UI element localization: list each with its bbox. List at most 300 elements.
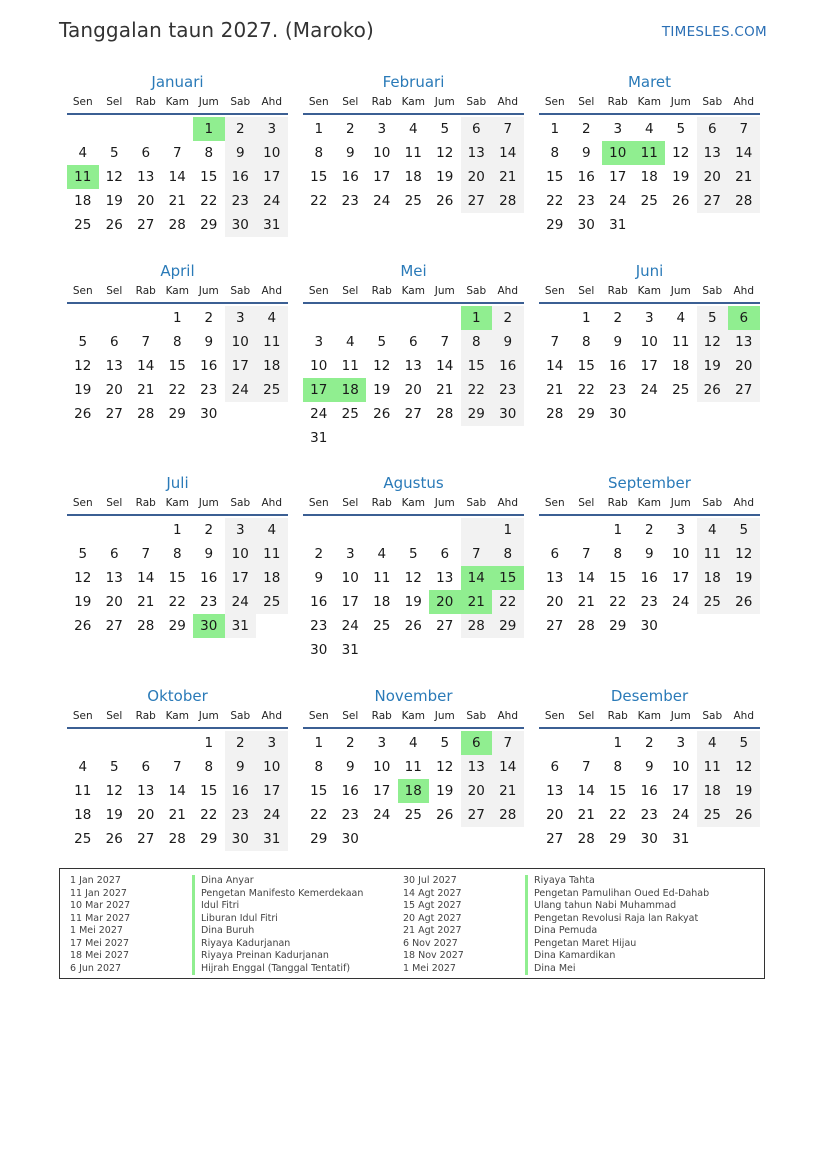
calendar-day[interactable]: 14 [492, 141, 524, 165]
calendar-day[interactable]: 22 [609, 807, 627, 823]
calendar-day[interactable]: 31 [341, 642, 359, 658]
calendar-day[interactable]: 5 [408, 546, 418, 562]
calendar-day[interactable]: 5 [697, 306, 729, 330]
calendar-day[interactable]: 13 [461, 755, 493, 779]
calendar-day[interactable]: 19 [728, 779, 760, 803]
calendar-day[interactable]: 20 [728, 354, 760, 378]
calendar-day[interactable]: 31 [256, 827, 288, 851]
calendar-day[interactable]: 26 [436, 807, 454, 823]
calendar-day[interactable]: 3 [345, 546, 355, 562]
calendar-day[interactable]: 24 [373, 193, 391, 209]
calendar-day[interactable]: 17 [640, 358, 658, 374]
calendar-day[interactable]: 26 [728, 590, 760, 614]
calendar-day[interactable]: 2 [225, 117, 257, 141]
calendar-day[interactable]: 29 [168, 618, 186, 634]
calendar-day[interactable]: 23 [225, 189, 257, 213]
calendar-day[interactable]: 23 [577, 193, 595, 209]
calendar-day[interactable]: 17 [672, 783, 690, 799]
holiday-day[interactable]: 1 [193, 117, 225, 141]
calendar-day[interactable]: 7 [440, 334, 450, 350]
holiday-day[interactable]: 6 [728, 306, 760, 330]
calendar-day[interactable]: 18 [697, 566, 729, 590]
calendar-day[interactable]: 11 [256, 542, 288, 566]
calendar-day[interactable]: 16 [341, 169, 359, 185]
calendar-day[interactable]: 28 [492, 189, 524, 213]
calendar-day[interactable]: 25 [256, 378, 288, 402]
holiday-day[interactable]: 6 [461, 731, 493, 755]
calendar-day[interactable]: 3 [225, 306, 257, 330]
calendar-day[interactable]: 17 [225, 566, 257, 590]
calendar-day[interactable]: 16 [341, 783, 359, 799]
calendar-day[interactable]: 21 [728, 165, 760, 189]
calendar-day[interactable]: 6 [550, 759, 560, 775]
calendar-day[interactable]: 26 [74, 618, 92, 634]
calendar-day[interactable]: 29 [492, 614, 524, 638]
calendar-day[interactable]: 21 [492, 165, 524, 189]
calendar-day[interactable]: 11 [404, 145, 422, 161]
calendar-day[interactable]: 18 [256, 354, 288, 378]
calendar-day[interactable]: 18 [373, 594, 391, 610]
calendar-day[interactable]: 21 [492, 779, 524, 803]
calendar-day[interactable]: 10 [373, 145, 391, 161]
calendar-day[interactable]: 2 [644, 522, 654, 538]
calendar-day[interactable]: 8 [550, 145, 560, 161]
calendar-day[interactable]: 20 [105, 594, 123, 610]
calendar-day[interactable]: 15 [200, 783, 218, 799]
calendar-day[interactable]: 5 [440, 121, 450, 137]
calendar-day[interactable]: 27 [404, 406, 422, 422]
calendar-day[interactable]: 8 [314, 759, 324, 775]
calendar-day[interactable]: 5 [728, 731, 760, 755]
calendar-day[interactable]: 23 [640, 594, 658, 610]
calendar-day[interactable]: 21 [546, 382, 564, 398]
calendar-day[interactable]: 16 [200, 570, 218, 586]
calendar-day[interactable]: 21 [577, 807, 595, 823]
calendar-day[interactable]: 10 [341, 570, 359, 586]
calendar-day[interactable]: 9 [225, 755, 257, 779]
calendar-day[interactable]: 14 [492, 755, 524, 779]
calendar-day[interactable]: 9 [345, 145, 355, 161]
calendar-day[interactable]: 5 [78, 334, 88, 350]
calendar-day[interactable]: 4 [256, 306, 288, 330]
calendar-day[interactable]: 4 [408, 735, 418, 751]
calendar-day[interactable]: 14 [137, 570, 155, 586]
calendar-day[interactable]: 16 [492, 354, 524, 378]
calendar-day[interactable]: 27 [546, 831, 564, 847]
calendar-day[interactable]: 11 [404, 759, 422, 775]
calendar-day[interactable]: 22 [310, 807, 328, 823]
calendar-day[interactable]: 2 [644, 735, 654, 751]
calendar-day[interactable]: 4 [78, 759, 88, 775]
calendar-day[interactable]: 26 [404, 618, 422, 634]
calendar-day[interactable]: 4 [408, 121, 418, 137]
calendar-day[interactable]: 10 [310, 358, 328, 374]
calendar-day[interactable]: 6 [408, 334, 418, 350]
calendar-day[interactable]: 19 [697, 354, 729, 378]
calendar-day[interactable]: 9 [581, 145, 591, 161]
calendar-day[interactable]: 16 [225, 165, 257, 189]
calendar-day[interactable]: 23 [200, 594, 218, 610]
calendar-day[interactable]: 25 [697, 803, 729, 827]
calendar-day[interactable]: 18 [697, 779, 729, 803]
calendar-day[interactable]: 13 [436, 570, 454, 586]
calendar-day[interactable]: 3 [613, 121, 623, 137]
calendar-day[interactable]: 5 [78, 546, 88, 562]
calendar-day[interactable]: 29 [461, 402, 493, 426]
calendar-day[interactable]: 3 [377, 121, 387, 137]
calendar-day[interactable]: 25 [672, 382, 690, 398]
calendar-day[interactable]: 30 [225, 213, 257, 237]
calendar-day[interactable]: 27 [137, 831, 155, 847]
calendar-day[interactable]: 30 [341, 831, 359, 847]
calendar-day[interactable]: 26 [105, 831, 123, 847]
calendar-day[interactable]: 1 [581, 310, 591, 326]
calendar-day[interactable]: 29 [546, 217, 564, 233]
calendar-day[interactable]: 18 [404, 169, 422, 185]
calendar-day[interactable]: 3 [377, 735, 387, 751]
calendar-day[interactable]: 27 [461, 189, 493, 213]
calendar-day[interactable]: 11 [697, 542, 729, 566]
calendar-day[interactable]: 8 [613, 759, 623, 775]
calendar-day[interactable]: 3 [256, 731, 288, 755]
calendar-day[interactable]: 24 [672, 594, 690, 610]
calendar-day[interactable]: 29 [200, 831, 218, 847]
calendar-day[interactable]: 23 [200, 382, 218, 398]
calendar-day[interactable]: 16 [200, 358, 218, 374]
calendar-day[interactable]: 7 [492, 117, 524, 141]
calendar-day[interactable]: 27 [137, 217, 155, 233]
holiday-day[interactable]: 11 [67, 165, 99, 189]
calendar-day[interactable]: 16 [640, 783, 658, 799]
calendar-day[interactable]: 14 [168, 783, 186, 799]
calendar-day[interactable]: 3 [314, 334, 324, 350]
calendar-day[interactable]: 13 [105, 570, 123, 586]
calendar-day[interactable]: 13 [404, 358, 422, 374]
holiday-day[interactable]: 1 [461, 306, 493, 330]
calendar-day[interactable]: 19 [728, 566, 760, 590]
calendar-day[interactable]: 2 [345, 121, 355, 137]
calendar-day[interactable]: 20 [404, 382, 422, 398]
holiday-day[interactable]: 14 [461, 566, 493, 590]
calendar-day[interactable]: 13 [461, 141, 493, 165]
calendar-day[interactable]: 3 [225, 518, 257, 542]
calendar-day[interactable]: 19 [436, 783, 454, 799]
calendar-day[interactable]: 17 [672, 570, 690, 586]
calendar-day[interactable]: 6 [109, 334, 119, 350]
calendar-day[interactable]: 22 [461, 378, 493, 402]
calendar-day[interactable]: 8 [204, 759, 214, 775]
calendar-day[interactable]: 18 [672, 358, 690, 374]
calendar-day[interactable]: 16 [310, 594, 328, 610]
calendar-day[interactable]: 5 [676, 121, 686, 137]
calendar-day[interactable]: 12 [436, 759, 454, 775]
calendar-day[interactable]: 26 [728, 803, 760, 827]
calendar-day[interactable]: 9 [492, 330, 524, 354]
calendar-day[interactable]: 26 [105, 217, 123, 233]
calendar-day[interactable]: 14 [728, 141, 760, 165]
calendar-day[interactable]: 8 [492, 542, 524, 566]
calendar-day[interactable]: 19 [404, 594, 422, 610]
calendar-day[interactable]: 16 [577, 169, 595, 185]
calendar-day[interactable]: 10 [672, 759, 690, 775]
calendar-day[interactable]: 14 [546, 358, 564, 374]
calendar-day[interactable]: 10 [373, 759, 391, 775]
calendar-day[interactable]: 8 [314, 145, 324, 161]
calendar-day[interactable]: 4 [256, 518, 288, 542]
calendar-day[interactable]: 7 [581, 759, 591, 775]
calendar-day[interactable]: 22 [492, 590, 524, 614]
calendar-day[interactable]: 5 [440, 735, 450, 751]
calendar-day[interactable]: 14 [168, 169, 186, 185]
calendar-day[interactable]: 3 [676, 522, 686, 538]
calendar-day[interactable]: 28 [492, 803, 524, 827]
calendar-day[interactable]: 15 [609, 783, 627, 799]
calendar-day[interactable]: 12 [728, 755, 760, 779]
calendar-day[interactable]: 15 [310, 783, 328, 799]
calendar-day[interactable]: 7 [172, 759, 182, 775]
calendar-day[interactable]: 17 [256, 779, 288, 803]
calendar-day[interactable]: 10 [256, 141, 288, 165]
calendar-day[interactable]: 7 [550, 334, 560, 350]
calendar-day[interactable]: 8 [613, 546, 623, 562]
calendar-day[interactable]: 30 [609, 406, 627, 422]
calendar-day[interactable]: 2 [204, 310, 214, 326]
calendar-day[interactable]: 28 [728, 189, 760, 213]
calendar-day[interactable]: 20 [546, 807, 564, 823]
calendar-day[interactable]: 23 [640, 807, 658, 823]
calendar-day[interactable]: 20 [461, 779, 493, 803]
calendar-day[interactable]: 20 [137, 807, 155, 823]
calendar-day[interactable]: 21 [168, 807, 186, 823]
calendar-day[interactable]: 28 [577, 618, 595, 634]
calendar-day[interactable]: 26 [697, 378, 729, 402]
calendar-day[interactable]: 9 [644, 546, 654, 562]
calendar-day[interactable]: 25 [697, 590, 729, 614]
calendar-day[interactable]: 5 [728, 518, 760, 542]
calendar-day[interactable]: 13 [105, 358, 123, 374]
calendar-day[interactable]: 6 [109, 546, 119, 562]
calendar-day[interactable]: 13 [137, 783, 155, 799]
calendar-day[interactable]: 12 [74, 570, 92, 586]
calendar-day[interactable]: 4 [697, 518, 729, 542]
calendar-day[interactable]: 26 [672, 193, 690, 209]
calendar-day[interactable]: 28 [168, 831, 186, 847]
calendar-day[interactable]: 30 [200, 406, 218, 422]
calendar-day[interactable]: 6 [141, 759, 151, 775]
calendar-day[interactable]: 21 [168, 193, 186, 209]
calendar-day[interactable]: 2 [581, 121, 591, 137]
calendar-day[interactable]: 19 [436, 169, 454, 185]
calendar-day[interactable]: 27 [436, 618, 454, 634]
calendar-day[interactable]: 29 [168, 406, 186, 422]
calendar-day[interactable]: 18 [74, 193, 92, 209]
calendar-day[interactable]: 20 [137, 193, 155, 209]
calendar-day[interactable]: 3 [676, 735, 686, 751]
calendar-day[interactable]: 30 [577, 217, 595, 233]
calendar-day[interactable]: 20 [546, 594, 564, 610]
calendar-day[interactable]: 10 [672, 546, 690, 562]
calendar-day[interactable]: 25 [404, 193, 422, 209]
calendar-day[interactable]: 15 [546, 169, 564, 185]
calendar-day[interactable]: 13 [697, 141, 729, 165]
calendar-day[interactable]: 7 [581, 546, 591, 562]
calendar-day[interactable]: 24 [640, 382, 658, 398]
calendar-day[interactable]: 24 [225, 590, 257, 614]
calendar-day[interactable]: 24 [225, 378, 257, 402]
holiday-day[interactable]: 17 [303, 378, 335, 402]
calendar-day[interactable]: 29 [577, 406, 595, 422]
calendar-day[interactable]: 7 [141, 546, 151, 562]
calendar-day[interactable]: 27 [728, 378, 760, 402]
calendar-day[interactable]: 22 [546, 193, 564, 209]
calendar-day[interactable]: 29 [200, 217, 218, 233]
calendar-day[interactable]: 2 [613, 310, 623, 326]
calendar-day[interactable]: 30 [640, 831, 658, 847]
calendar-day[interactable]: 5 [109, 145, 119, 161]
calendar-day[interactable]: 25 [74, 831, 92, 847]
calendar-day[interactable]: 3 [644, 310, 654, 326]
calendar-day[interactable]: 12 [105, 783, 123, 799]
calendar-day[interactable]: 13 [728, 330, 760, 354]
calendar-day[interactable]: 31 [672, 831, 690, 847]
calendar-day[interactable]: 14 [577, 783, 595, 799]
calendar-day[interactable]: 8 [461, 330, 493, 354]
calendar-day[interactable]: 19 [74, 382, 92, 398]
calendar-day[interactable]: 13 [137, 169, 155, 185]
calendar-day[interactable]: 14 [137, 358, 155, 374]
calendar-day[interactable]: 9 [225, 141, 257, 165]
calendar-day[interactable]: 23 [225, 803, 257, 827]
calendar-day[interactable]: 15 [168, 570, 186, 586]
calendar-day[interactable]: 7 [492, 731, 524, 755]
holiday-day[interactable]: 21 [461, 590, 493, 614]
calendar-day[interactable]: 24 [310, 406, 328, 422]
calendar-day[interactable]: 29 [310, 831, 328, 847]
calendar-day[interactable]: 18 [256, 566, 288, 590]
calendar-day[interactable]: 6 [440, 546, 450, 562]
calendar-day[interactable]: 22 [609, 594, 627, 610]
calendar-day[interactable]: 20 [697, 165, 729, 189]
calendar-day[interactable]: 11 [256, 330, 288, 354]
calendar-day[interactable]: 12 [697, 330, 729, 354]
calendar-day[interactable]: 9 [314, 570, 324, 586]
calendar-day[interactable]: 26 [436, 193, 454, 209]
calendar-day[interactable]: 18 [74, 807, 92, 823]
calendar-day[interactable]: 11 [672, 334, 690, 350]
calendar-day[interactable]: 24 [609, 193, 627, 209]
calendar-day[interactable]: 2 [345, 735, 355, 751]
calendar-day[interactable]: 1 [492, 518, 524, 542]
calendar-day[interactable]: 17 [225, 354, 257, 378]
calendar-day[interactable]: 12 [672, 145, 690, 161]
calendar-day[interactable]: 14 [436, 358, 454, 374]
calendar-day[interactable]: 27 [546, 618, 564, 634]
calendar-day[interactable]: 1 [613, 522, 623, 538]
calendar-day[interactable]: 12 [728, 542, 760, 566]
calendar-day[interactable]: 22 [168, 594, 186, 610]
calendar-day[interactable]: 30 [310, 642, 328, 658]
calendar-day[interactable]: 2 [314, 546, 324, 562]
calendar-day[interactable]: 22 [168, 382, 186, 398]
calendar-day[interactable]: 9 [345, 759, 355, 775]
calendar-day[interactable]: 8 [581, 334, 591, 350]
calendar-day[interactable]: 17 [373, 169, 391, 185]
calendar-day[interactable]: 5 [109, 759, 119, 775]
calendar-day[interactable]: 16 [609, 358, 627, 374]
calendar-day[interactable]: 15 [461, 354, 493, 378]
calendar-day[interactable]: 23 [341, 807, 359, 823]
calendar-day[interactable]: 4 [345, 334, 355, 350]
calendar-day[interactable]: 24 [672, 807, 690, 823]
calendar-day[interactable]: 19 [105, 193, 123, 209]
calendar-day[interactable]: 21 [577, 594, 595, 610]
holiday-day[interactable]: 18 [335, 378, 367, 402]
calendar-day[interactable]: 28 [137, 618, 155, 634]
calendar-day[interactable]: 16 [225, 779, 257, 803]
holiday-day[interactable]: 20 [429, 590, 461, 614]
calendar-day[interactable]: 6 [461, 117, 493, 141]
holiday-day[interactable]: 30 [193, 614, 225, 638]
calendar-day[interactable]: 25 [256, 590, 288, 614]
calendar-day[interactable]: 17 [609, 169, 627, 185]
calendar-day[interactable]: 23 [310, 618, 328, 634]
calendar-day[interactable]: 15 [200, 169, 218, 185]
calendar-day[interactable]: 7 [141, 334, 151, 350]
calendar-day[interactable]: 2 [492, 306, 524, 330]
calendar-day[interactable]: 27 [105, 618, 123, 634]
calendar-day[interactable]: 27 [697, 189, 729, 213]
calendar-day[interactable]: 25 [373, 618, 391, 634]
calendar-day[interactable]: 10 [225, 542, 257, 566]
calendar-day[interactable]: 26 [373, 406, 391, 422]
calendar-day[interactable]: 21 [436, 382, 454, 398]
calendar-day[interactable]: 4 [697, 731, 729, 755]
calendar-day[interactable]: 31 [256, 213, 288, 237]
calendar-day[interactable]: 11 [341, 358, 359, 374]
calendar-day[interactable]: 5 [377, 334, 387, 350]
calendar-day[interactable]: 27 [461, 803, 493, 827]
calendar-day[interactable]: 3 [256, 117, 288, 141]
calendar-day[interactable]: 17 [341, 594, 359, 610]
calendar-day[interactable]: 19 [74, 594, 92, 610]
calendar-day[interactable]: 28 [577, 831, 595, 847]
calendar-day[interactable]: 15 [168, 358, 186, 374]
calendar-day[interactable]: 15 [609, 570, 627, 586]
calendar-day[interactable]: 1 [613, 735, 623, 751]
calendar-day[interactable]: 25 [74, 217, 92, 233]
calendar-day[interactable]: 1 [314, 121, 324, 137]
calendar-day[interactable]: 25 [404, 807, 422, 823]
calendar-day[interactable]: 21 [137, 382, 155, 398]
calendar-day[interactable]: 24 [256, 189, 288, 213]
calendar-day[interactable]: 30 [640, 618, 658, 634]
calendar-day[interactable]: 1 [314, 735, 324, 751]
calendar-day[interactable]: 20 [105, 382, 123, 398]
calendar-day[interactable]: 25 [640, 193, 658, 209]
calendar-day[interactable]: 14 [577, 570, 595, 586]
calendar-day[interactable]: 8 [172, 334, 182, 350]
calendar-day[interactable]: 6 [697, 117, 729, 141]
calendar-day[interactable]: 11 [373, 570, 391, 586]
calendar-day[interactable]: 27 [105, 406, 123, 422]
calendar-day[interactable]: 16 [640, 570, 658, 586]
calendar-day[interactable]: 30 [225, 827, 257, 851]
calendar-day[interactable]: 10 [256, 755, 288, 779]
holiday-day[interactable]: 18 [398, 779, 430, 803]
calendar-day[interactable]: 12 [74, 358, 92, 374]
calendar-day[interactable]: 4 [78, 145, 88, 161]
calendar-day[interactable]: 9 [204, 334, 214, 350]
